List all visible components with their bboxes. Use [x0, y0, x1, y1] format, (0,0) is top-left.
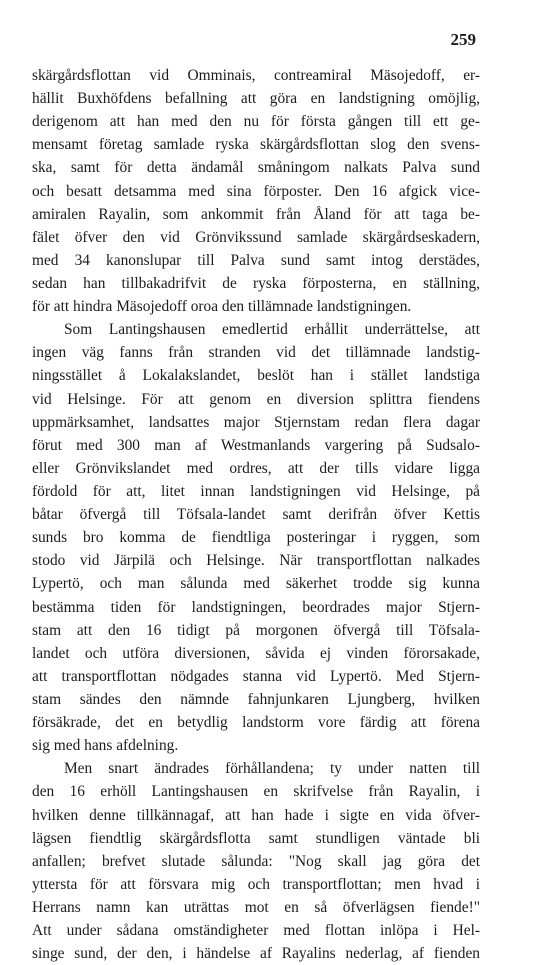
text-line: lägsen fiendtlig skärgårdsflotta samt stundligen väntade bli: [32, 829, 480, 847]
text-line: singe sund, der den, i händelse af Rayalins nederlag, af fienden: [32, 945, 480, 963]
text-line: Herrans namn kan uträttas mot en så öfverlägsen fiende!": [32, 898, 480, 916]
body-text: [32, 64, 480, 965]
text-line: vid Helsinge. För att genom en diversion splittra fiendens: [32, 390, 480, 408]
text-line: att transportflottan nödgades stanna vid Lypertö. Med Stjern-: [32, 667, 480, 685]
text-line: sedan han tillbakadrifvit de ryska förposterna, en ställning,: [32, 274, 480, 292]
text-line: sig med hans afdelning.: [32, 737, 179, 755]
text-line: uppmärksamhet, landsattes major Stjernstam redan flera dagar: [32, 413, 480, 431]
text-line: derigenom att han med den nu för första gången till ett ge-: [32, 113, 480, 131]
text-line: stam sändes den nämnde fahnjunkaren Ljungberg, hvilken: [32, 690, 480, 708]
text-line: amiralen Rayalin, som ankommit från Åland för att taga be-: [32, 205, 480, 223]
text-line: ingen väg fanns från stranden vid det tillämnade landstig-: [32, 344, 480, 362]
text-line: försäkrade, det en betydlig landstorm vore färdig att förena: [32, 714, 480, 732]
text-line: Som Lantingshausen emedlertid erhållit underrättelse, att: [64, 321, 480, 339]
text-line: sunds bro komma de fiendtliga posteringar i ryggen, som: [32, 529, 480, 547]
text-line: för att hindra Mäsojedoff oroa den tillämnade landstigningen.: [32, 298, 412, 316]
text-line: ningsstället å Lokalakslandet, beslöt han i stället landstiga: [32, 367, 480, 385]
text-line: landet och utföra diversionen, såvida ej vinden förorsakade,: [32, 644, 480, 662]
text-line: bestämma tiden för landstigningen, beordrades major Stjern-: [32, 598, 480, 616]
text-line: den 16 erhöll Lantingshausen en skrifvelse från Rayalin, i: [32, 783, 480, 801]
text-line: hällit Buxhöfdens befallning att göra en landstigning omöjlig,: [32, 90, 480, 108]
text-line: hvilken denne tillkännagaf, att han hade i sigte en vida öfver-: [32, 806, 480, 824]
text-line: Lypertö, och man sålunda med säkerhet trodde sig kunna: [32, 575, 480, 593]
text-line: mensamt företag samlade ryska skärgårdsflottan slog den svens-: [32, 136, 480, 154]
text-line: eller Grönvikslandet med ordres, att der tills vidare ligga: [32, 459, 480, 477]
page-number: 259: [450, 30, 476, 49]
text-line: fälet öfver den vid Grönvikssund samlade skärgårdseskadern,: [32, 228, 480, 246]
text-line: förut med 300 man af Westmanlands vargering på Sudsalo-: [32, 436, 480, 454]
text-line: skärgårdsflottan vid Omminais, contreamiral Mäsojedoff, er-: [32, 67, 480, 84]
text-line: och besatt detsamma med sina förposter. Den 16 afgick vice-: [32, 182, 480, 200]
text-line: med 34 kanonslupar till Palva sund samt intog derstädes,: [32, 251, 480, 269]
text-line: ska, samt för detta ändamål småningom nalkats Palva sund: [32, 159, 480, 177]
text-line: Att under sådana omständigheter med flottan inlöpa i Hel-: [32, 922, 480, 940]
text-line: båtar öfvergå till Töfsala-landet samt derifrån öfver Kettis: [32, 506, 480, 524]
text-line: anfallen; brefvet slutade sålunda: "Nog skall jag göra det: [32, 852, 480, 870]
text-line: Men snart ändrades förhållandena; ty under natten till: [64, 760, 480, 778]
text-line: stodo vid Järpilä och Helsinge. När transportflottan nalkades: [32, 552, 480, 570]
text-line: fördold för att, litet innan landstigningen vid Helsinge, på: [32, 482, 480, 500]
text-line: stam att den 16 tidigt på morgonen öfvergå till Töfsala-: [32, 621, 480, 639]
text-line: yttersta för att försvara mig och transportflottan; men hvad i: [32, 875, 480, 893]
